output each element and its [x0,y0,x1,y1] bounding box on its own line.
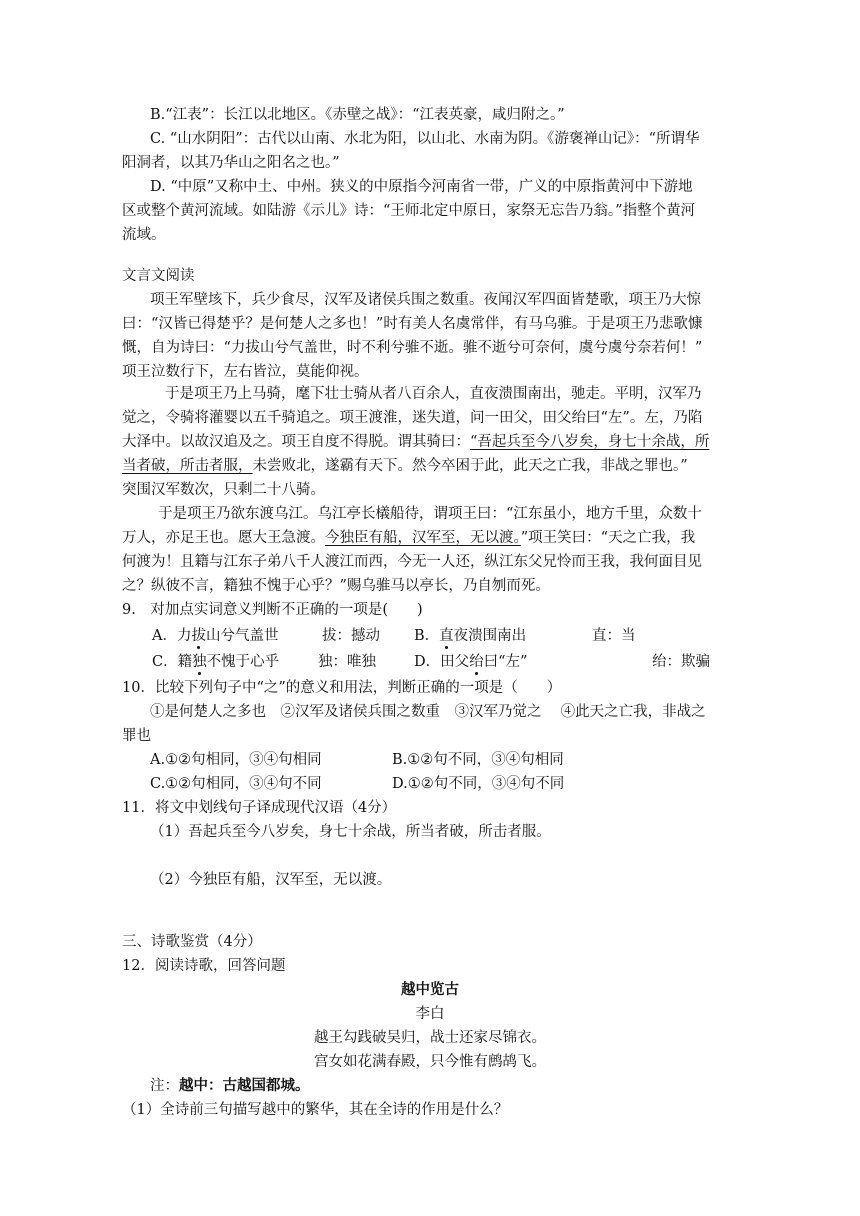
q9-b-pre: B． [414,628,440,644]
reading-p2-line4-text: 未尝败北，遂霸有天下。然今卒困于此，此天之亡我，非战之罪也。” [252,458,688,474]
q9-c-pre: C．籍 [152,654,193,670]
q12-sub-1: （1）全诗前三句描写越中的繁华，其在全诗的作用是什么？ [122,1102,509,1118]
q9-option-c [152,652,279,672]
q10-option-a: A.①②句相同，③④句相同 [150,752,322,768]
q12-stem: 12．阅读诗歌，回答问题 [122,958,286,974]
section3-heading: 三、诗歌鉴赏（4分） [122,934,262,950]
reading-p1-line1: 项王军壁垓下，兵少食尽，汉军及诸侯兵围之数重。夜闻汉军四面皆楚歌，项王乃大惊 [150,292,701,308]
q9-b-gloss: 直：当 [592,628,636,644]
reading-p3-line4: 之？纵彼不言，籍独不愧于心乎？”赐乌骓马以亭长，乃自刎而死。 [122,578,550,594]
poem-line-1: 越王勾践破吴归，战士还家尽锦衣。 [314,1030,546,1046]
poem-note-label: 注： [150,1078,179,1094]
q9-stem: 9. 对加点实词意义判断不正确的一项是( ) [122,602,423,618]
reading-p2-line2: 觉之，令骑将灌婴以五千骑追之。项王渡淮，迷失道，问一田父，田父绐曰“左”。左，乃陷 [122,410,703,426]
reading-p1-line3: 慨，自为诗曰：“力拔山兮气盖世，时不利兮骓不逝。骓不逝兮可奈何，虞兮虞兮奈若何！” [122,340,703,356]
option-d-line1: D. “中原”又称中土、中州。狭义的中原指今河南省一带，广义的中原指黄河中下游地 [150,179,693,195]
reading-p2-line3-text: 大泽中。以故汉追及之。项王自度不得脱。谓其骑曰： [122,434,470,450]
reading-p3-line3: 何渡为！且籍与江东子弟八千人渡江而西，今无一人还，纵江东父兄怜而王我，我何面目见 [122,554,702,570]
q9-d-gloss: 绐：欺骗 [652,654,710,670]
option-c-line1: C. “山水阴阳”：古代以山南、水北为阳，以山北、水南为阴。《游褒禅山记》：“所谓华 [150,131,700,147]
q9-d-post: 曰“左” [483,654,528,670]
q10-option-b: B.①②句不同，③④句相同 [392,752,564,768]
reading-p3-line2-post: ”项王笑曰：“天之亡我，我 [520,530,696,546]
q10-option-d: D.①②句不同，③④句不同 [392,776,565,792]
poem-note [150,1076,310,1096]
reading-p1-line4: 项王泣数行下，左右皆泣，莫能仰视。 [122,364,369,380]
reading-p2-line3 [122,432,709,452]
q9-c-gloss: 独：唯独 [318,654,376,670]
option-d-line3: 流域。 [122,227,166,243]
reading-p2-line1: 于是项王乃上马骑，麾下壮士骑从者八百余人，直夜溃围南出，驰走。平明，汉军乃 [165,386,702,402]
q9-a-post: 山兮气盖世 [205,628,279,644]
poem-note-text: 越中：古越国都城。 [179,1077,310,1094]
q9-c-post: 不愧于心乎 [206,654,280,670]
reading-p1-line2: 曰：“汉皆已得楚乎？是何楚人之多也！”时有美人名虞常伴，有马乌骓。于是项王乃悲歌慷 [122,316,703,332]
q10-items: ①是何楚人之多也 ②汉军及诸侯兵围之数重 ③汉军乃觉之 ④此天之亡我，非战之 [150,704,706,720]
q9-a-pre: A．力 [152,628,192,644]
q11-sentence-2: （2）今独臣有船，汉军至，无以渡。 [150,872,392,888]
reading-heading: 文言文阅读 [122,268,195,284]
reading-p2-line4 [122,456,688,476]
q11-stem: 11．将文中划线句子译成现代汉语（4分） [122,800,397,816]
underlined-sentence-1b: 当者破，所击者服， [122,458,253,474]
q9-d-dotted-word: 绐 [469,654,484,670]
q10-stem: 10．比较下列句子中“之”的意义和用法，判断正确的一项是（ ） [122,680,562,696]
option-b: B.“江表”：长江以北地区。《赤壁之战》：“江表英豪，咸归附之。” [150,107,565,123]
poem-author: 李白 [415,1006,445,1022]
q9-a-gloss: 拔：撼动 [322,628,380,644]
q9-option-b [414,626,526,646]
q9-option-d [414,652,527,672]
q9-option-a [152,626,278,646]
reading-p2-line5: 突围汉军数次，只剩二十八骑。 [122,482,325,498]
q9-b-post: 夜溃围南出 [453,628,527,644]
q11-sentence-1: （1）吾起兵至今八岁矣，身七十余战，所当者破，所击者服。 [150,824,551,840]
poem-title: 越中览古 [401,981,459,998]
reading-p3-line2-pre: 万人，亦足王也。愿大王急渡。 [122,530,325,546]
q9-c-dotted-word: 独 [192,654,207,670]
underlined-sentence-2: 今独臣有船，汉军至，无以渡。 [325,530,521,546]
q9-a-dotted-word: 拔 [191,628,206,644]
option-d-line2: 区或整个黄河流域。如陆游《示儿》诗：“王师北定中原日，家祭无忘告乃翁。”指整个黄河 [122,203,696,219]
reading-p3-line2 [122,528,695,548]
q10-option-c: C.①②句相同，③④句不同 [150,776,322,792]
reading-p3-line1: 于是项王乃欲东渡乌江。乌江亭长檥船待，谓项王曰：“江东虽小，地方千里，众数十 [158,506,702,522]
poem-line-2: 宫女如花满春殿，只今惟有鹧鸪飞。 [314,1054,546,1070]
q10-items-line2: 罪也 [122,728,151,744]
underlined-sentence-1a: “吾起兵至今八岁矣，身七十余战，所 [470,434,710,450]
q9-d-pre: D．田父 [414,654,470,670]
option-c-line2: 阳洞者，以其乃华山之阳名之也。” [122,155,340,171]
q9-b-dotted-word: 直 [439,628,454,644]
